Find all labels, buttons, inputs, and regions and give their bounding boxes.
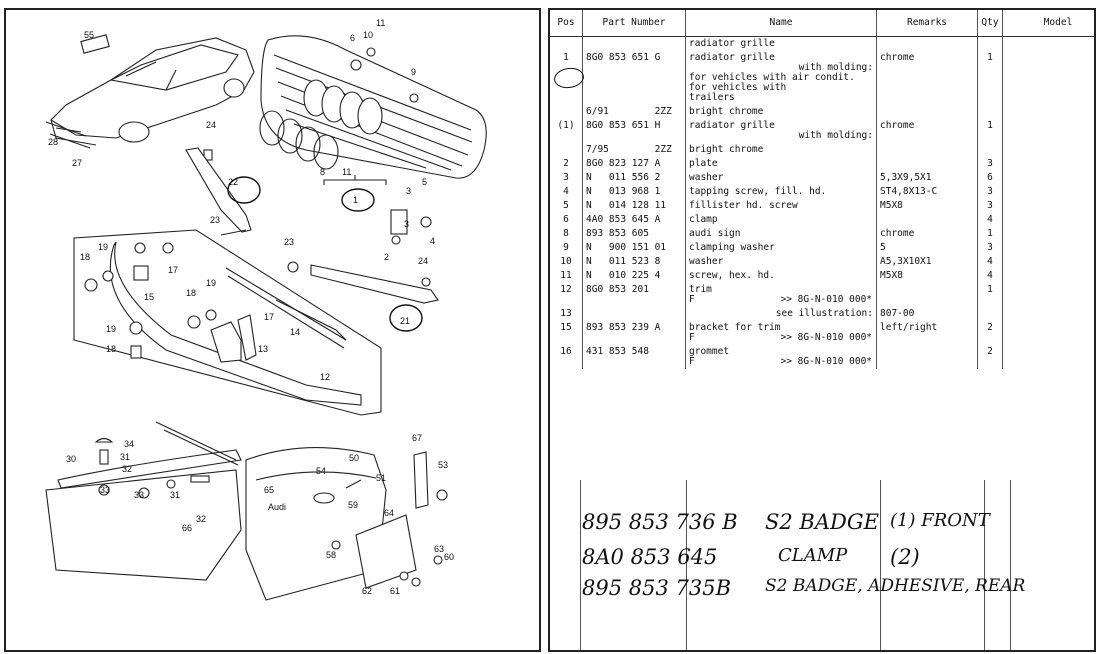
cell-qty: 1 [978, 51, 1003, 105]
callout-number: 11 [376, 18, 386, 28]
table-header-row [550, 10, 1096, 37]
cell-part-number: 893 853 605 [583, 227, 686, 241]
cell-part-number: 8G0 853 651 H [583, 119, 686, 143]
cell-model [1003, 307, 1097, 321]
table-row [550, 37, 1096, 52]
callout-number: 5 [422, 177, 428, 187]
cell-remarks [877, 213, 978, 227]
callout-number: 18 [80, 252, 91, 262]
cell-remarks: A5,3X10X1 [877, 255, 978, 269]
cell-pos: 4 [563, 186, 569, 197]
cell-part-number [583, 307, 686, 321]
cell-model [1003, 269, 1097, 283]
cell-qty: 4 [978, 255, 1003, 269]
cell-pos: 5 [563, 200, 569, 211]
cell-part-number: N 010 225 4 [583, 269, 686, 283]
table-row [550, 51, 1096, 105]
cell-remarks: 5,3X9,5X1 [877, 171, 978, 185]
cell-remarks: chrome [877, 51, 978, 105]
callout-number: 9 [411, 67, 417, 77]
cell-model [1003, 143, 1097, 157]
cell-model [1003, 283, 1097, 307]
callout-number: 11 [342, 167, 352, 177]
callout-number: 27 [72, 158, 83, 168]
cell-model [1003, 321, 1097, 345]
cell-model [1003, 345, 1097, 369]
callout-number: 28 [48, 137, 59, 147]
cell-qty: 3 [978, 185, 1003, 199]
name-line: audi sign [689, 228, 741, 239]
callout-number: 10 [363, 30, 374, 40]
table-row [550, 213, 1096, 227]
cell-name [686, 241, 877, 255]
cell-remarks [877, 157, 978, 171]
name-line: with molding: [798, 130, 873, 141]
name-line: bright chrome [689, 106, 764, 117]
cell-pos: 6 [563, 214, 569, 225]
range-bracket [324, 175, 386, 185]
callout-number: 23 [284, 237, 295, 247]
name-line: bright chrome [689, 144, 764, 155]
cell-model [1003, 199, 1097, 213]
name-line: clamping washer [689, 242, 775, 253]
cell-model [1003, 119, 1097, 143]
header-pos: Pos [550, 10, 583, 37]
cell-pos: 13 [560, 308, 572, 319]
callout-number: 31 [120, 452, 131, 462]
cell-pos: 15 [560, 322, 572, 333]
callout-number: 33 [100, 485, 111, 495]
table-row [550, 185, 1096, 199]
cell-pos: 3 [563, 172, 569, 183]
name-line: F >> 8G-N-010 000* [689, 294, 873, 305]
cell-qty: 6 [978, 171, 1003, 185]
cell-part-number: N 011 556 2 [583, 171, 686, 185]
cell-qty: 2 [978, 321, 1003, 345]
name-line: trim [689, 284, 712, 295]
cell-qty: 1 [978, 119, 1003, 143]
name-line: plate [689, 158, 718, 169]
cell-remarks: M5X8 [877, 199, 978, 213]
cell-part-number: 431 853 548 [583, 345, 686, 369]
cell-pos [550, 37, 583, 52]
handwritten-note-1: (1) FRONT [890, 510, 990, 531]
cell-name [686, 321, 877, 345]
name-line: radiator grille [689, 120, 775, 131]
table-row [550, 105, 1096, 119]
callout-number: 50 [349, 453, 360, 463]
cell-remarks [877, 345, 978, 369]
cell-part-number: 893 853 239 A [583, 321, 686, 345]
callout-number: 3 [406, 186, 412, 196]
name-line: for vehicles with [689, 82, 787, 93]
parts-list-panel [548, 8, 1096, 652]
cell-remarks [877, 143, 978, 157]
cell-pos [550, 105, 583, 119]
cell-qty [978, 307, 1003, 321]
callout-number: 17 [168, 265, 179, 275]
cell-qty: 2 [978, 345, 1003, 369]
callout-number: 1 [353, 195, 359, 205]
cell-name [686, 157, 877, 171]
cell-model [1003, 255, 1097, 269]
callout-number: 24 [206, 120, 217, 130]
callout-number: 54 [316, 466, 327, 476]
callout-number: 15 [144, 292, 155, 302]
callout-number: 64 [384, 508, 395, 518]
cell-part-number: 6/91 2ZZ [583, 105, 686, 119]
handwritten-note-2: (2) [890, 545, 920, 569]
table-row [550, 283, 1096, 307]
name-line: see illustration: [775, 308, 873, 319]
callout-number: 8 [320, 167, 326, 177]
cell-part-number: 8G0 853 651 G [583, 51, 686, 105]
table-row [550, 199, 1096, 213]
name-line: with molding: [798, 62, 873, 73]
name-line: bracket for trim [689, 322, 781, 333]
callout-number: 65 [264, 485, 275, 495]
table-row [550, 269, 1096, 283]
table-row [550, 321, 1096, 345]
cell-remarks: chrome [877, 227, 978, 241]
cell-remarks: M5X8 [877, 269, 978, 283]
callout-number: 2 [384, 252, 390, 262]
table-row [550, 241, 1096, 255]
cell-name [686, 283, 877, 307]
callout-number: 6 [350, 33, 356, 43]
handwritten-pn-1: 895 853 736 B [582, 510, 738, 534]
cell-part-number: 8G0 853 201 [583, 283, 686, 307]
cell-qty: 3 [978, 157, 1003, 171]
radiator-grille-illustration [260, 36, 486, 178]
cell-part-number: 8G0 823 127 A [583, 157, 686, 171]
cell-part-number: N 011 523 8 [583, 255, 686, 269]
cell-pos: 9 [563, 242, 569, 253]
callout-number: 67 [412, 433, 423, 443]
cell-qty: 4 [978, 269, 1003, 283]
cell-remarks: chrome [877, 119, 978, 143]
callout-number: 53 [438, 460, 449, 470]
name-line: F >> 8G-N-010 000* [689, 332, 873, 343]
cell-part-number: N 900 151 01 [583, 241, 686, 255]
cell-model [1003, 171, 1097, 185]
cell-model [1003, 213, 1097, 227]
handwritten-desc-2: CLAMP [778, 545, 848, 566]
callout-number: 19 [98, 242, 109, 252]
cell-pos: 12 [560, 284, 572, 295]
cell-name [686, 37, 877, 52]
cell-remarks [877, 37, 978, 52]
callout-number: 61 [390, 586, 401, 596]
name-line: grommet [689, 346, 730, 357]
cell-pos: 1 [563, 52, 569, 63]
name-line: tapping screw, fill. hd. [689, 186, 827, 197]
cell-qty: 3 [978, 199, 1003, 213]
header-part-number: Part Number [583, 10, 686, 37]
cell-qty: 4 [978, 213, 1003, 227]
callout-number: 14 [290, 327, 301, 337]
callout-number: 12 [320, 372, 331, 382]
header-model: Model [1003, 10, 1097, 37]
callout-number: 13 [258, 344, 269, 354]
parts-table [550, 10, 1096, 369]
cell-pos: 2 [563, 158, 569, 169]
cell-pos: 16 [560, 346, 572, 357]
callout-number: 4 [430, 236, 436, 246]
header-name: Name [686, 10, 877, 37]
cell-name [686, 227, 877, 241]
callout-number: 3 [404, 219, 410, 229]
callout-number: 31 [170, 490, 181, 500]
callout-number: 30 [66, 454, 77, 464]
cell-name [686, 307, 877, 321]
name-line: radiator grille [689, 38, 775, 49]
cell-name [686, 255, 877, 269]
callout-number: 19 [206, 278, 217, 288]
cell-remarks [877, 283, 978, 307]
trim-group-outline [74, 230, 381, 415]
name-line: washer [689, 256, 724, 267]
cell-model [1003, 105, 1097, 119]
cell-remarks: 5 [877, 241, 978, 255]
cell-name [686, 345, 877, 369]
car-illustration [46, 35, 254, 148]
handwritten-pn-2: 8A0 853 645 [582, 545, 718, 569]
callout-number: 60 [444, 552, 455, 562]
cell-name [686, 185, 877, 199]
cell-qty [978, 105, 1003, 119]
name-line: radiator grille [689, 52, 775, 63]
cell-model [1003, 157, 1097, 171]
callout-number: 66 [182, 523, 193, 533]
exploded-diagram [4, 8, 541, 652]
cell-model [1003, 37, 1097, 52]
cell-remarks: 807-00 [877, 307, 978, 321]
callout-number: 18 [106, 344, 117, 354]
cell-pos: 10 [560, 256, 572, 267]
table-row [550, 307, 1096, 321]
header-qty: Qty [978, 10, 1003, 37]
name-line: clamp [689, 214, 718, 225]
name-line: F >> 8G-N-010 000* [689, 356, 873, 367]
cell-name [686, 269, 877, 283]
cell-part-number: 4A0 853 645 A [583, 213, 686, 227]
cell-remarks: ST4,8X13-C [877, 185, 978, 199]
name-line: fillister hd. screw [689, 200, 798, 211]
callout-number: 62 [362, 586, 373, 596]
table-row [550, 255, 1096, 269]
cell-pos: (1) [557, 120, 575, 131]
table-row [550, 227, 1096, 241]
cell-qty [978, 37, 1003, 52]
rear-badge-text: Audi [268, 502, 287, 512]
callout-number: 19 [106, 324, 117, 334]
cell-model [1003, 227, 1097, 241]
cell-qty [978, 143, 1003, 157]
name-line: for vehicles with air condit. [689, 72, 855, 83]
callout-number: 21 [400, 316, 411, 326]
cell-model [1003, 51, 1097, 105]
diagram-drawing [6, 10, 539, 650]
cell-pos: 11 [560, 270, 572, 281]
callout-number: 18 [186, 288, 197, 298]
callout-number: 33 [134, 490, 145, 500]
table-row [550, 157, 1096, 171]
table-row [550, 345, 1096, 369]
callout-number: 32 [196, 514, 207, 524]
callout-number: 23 [210, 215, 221, 225]
handwritten-desc-3: S2 BADGE, ADHESIVE, REAR [765, 576, 1026, 596]
name-line: screw, hex. hd. [689, 270, 775, 281]
cell-name [686, 143, 877, 157]
cell-part-number [583, 37, 686, 52]
cell-remarks [877, 105, 978, 119]
cell-name [686, 119, 877, 143]
cell-name [686, 199, 877, 213]
callout-number: 55 [84, 30, 95, 40]
cell-pos: 8 [563, 228, 569, 239]
cell-name [686, 171, 877, 185]
cell-pos [550, 143, 583, 157]
name-line: trailers [689, 92, 735, 103]
callout-number: 59 [348, 500, 359, 510]
cell-name [686, 213, 877, 227]
callout-number: 63 [434, 544, 445, 554]
table-row [550, 119, 1096, 143]
cell-qty: 3 [978, 241, 1003, 255]
cell-qty: 1 [978, 283, 1003, 307]
callout-number: 22 [228, 177, 239, 187]
table-row [550, 171, 1096, 185]
callout-number: 51 [376, 473, 387, 483]
callout-number: 24 [418, 256, 429, 266]
cell-model [1003, 241, 1097, 255]
header-remarks: Remarks [877, 10, 978, 37]
cell-part-number: 7/95 2ZZ [583, 143, 686, 157]
cell-model [1003, 185, 1097, 199]
name-line: washer [689, 172, 724, 183]
cell-name [686, 51, 877, 105]
handwritten-pn-3: 895 853 735B [582, 576, 732, 600]
cell-remarks: left/right [877, 321, 978, 345]
cell-name [686, 105, 877, 119]
callout-number: 32 [122, 464, 133, 474]
callout-number: 17 [264, 312, 275, 322]
table-row [550, 143, 1096, 157]
trim-parts [85, 242, 438, 405]
cell-qty: 1 [978, 227, 1003, 241]
handwritten-desc-1: S2 BADGE [765, 510, 879, 534]
cell-part-number: N 013 968 1 [583, 185, 686, 199]
cell-part-number: N 014 128 11 [583, 199, 686, 213]
callout-number: 34 [124, 439, 135, 449]
callout-number: 58 [326, 550, 337, 560]
